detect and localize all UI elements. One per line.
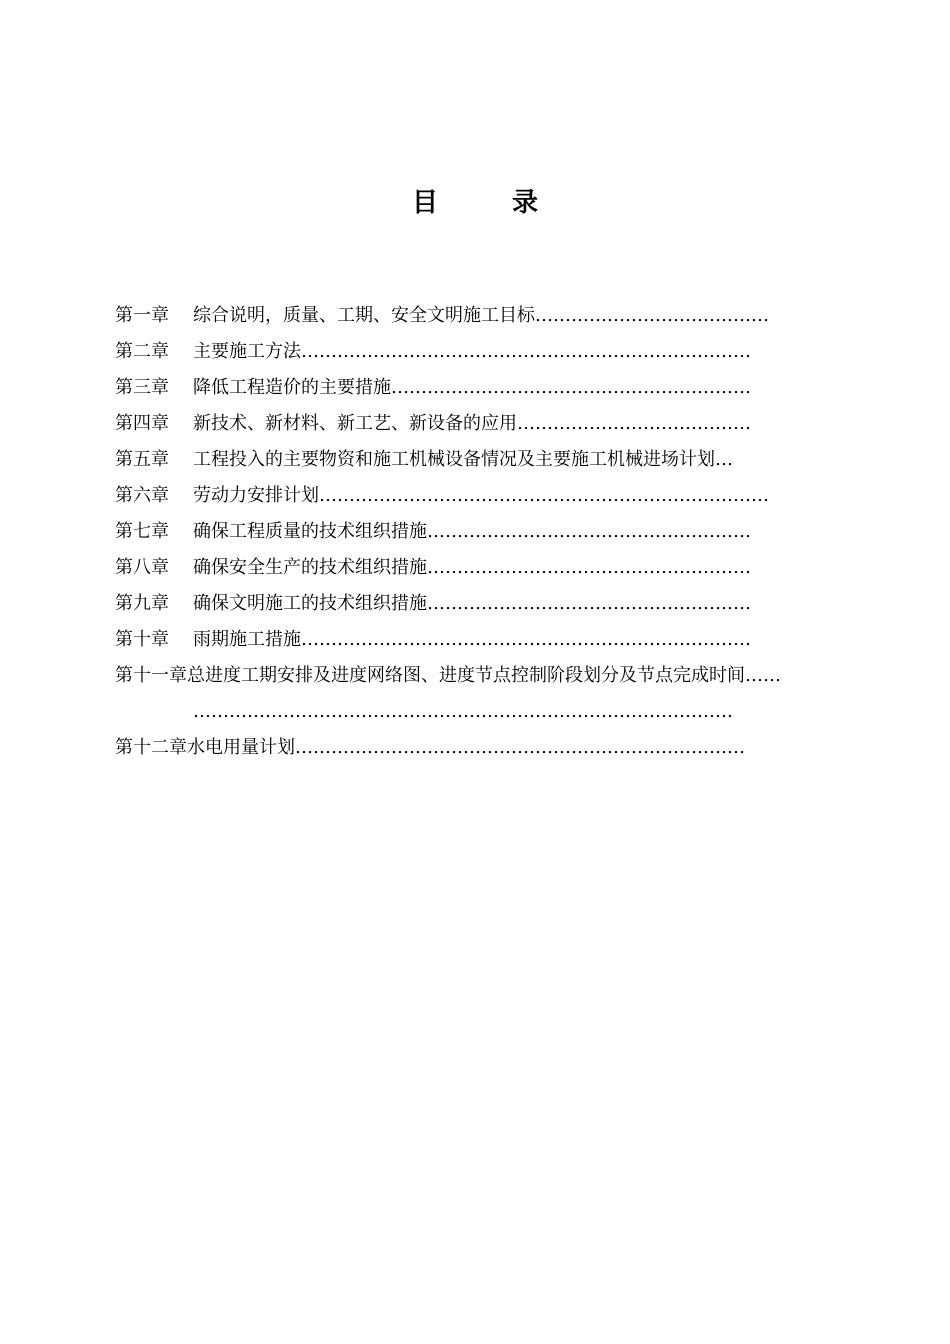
toc-leader-continuation: ……………………………………………………………………………… [193, 701, 733, 722]
toc-entry-11 [115, 658, 875, 694]
toc-chapter: 第七章 [115, 521, 169, 542]
toc-chapter: 第八章 [115, 557, 169, 578]
toc-leader: ……………………………………………… [427, 521, 751, 542]
toc-chapter: 第一章 [115, 305, 169, 326]
toc-entry-1 [115, 298, 875, 334]
toc-title: 新技术、新材料、新工艺、新设备的应用 [193, 413, 517, 434]
toc-chapter: 第十二章 [115, 737, 187, 758]
toc-chapter: 第五章 [115, 449, 169, 470]
toc-entry-4 [115, 406, 875, 442]
toc-title: 确保文明施工的技术组织措施 [193, 593, 427, 614]
toc-title: 工程投入的主要物资和施工机械设备情况及主要施工机械进场计划 [193, 449, 715, 470]
toc-leader: ……………………………………………… [427, 593, 751, 614]
toc-leader: ………………………………… [535, 305, 769, 326]
toc-chapter: 第十章 [115, 629, 169, 650]
toc-title: 确保工程质量的技术组织措施 [193, 521, 427, 542]
toc-leader: … [715, 449, 733, 470]
toc-entry-2 [115, 334, 875, 370]
toc-chapter: 第三章 [115, 377, 169, 398]
toc-leader: ………………………………………………………………… [295, 737, 745, 758]
toc-leader: ………………………………………………………………… [319, 485, 769, 506]
toc-title: 雨期施工措施 [193, 629, 301, 650]
toc-title: 综合说明，质量、工期、安全文明施工目标 [193, 305, 535, 326]
toc-title: 劳动力安排计划 [193, 485, 319, 506]
toc-entry-3 [115, 370, 875, 406]
toc-entry-5 [115, 442, 875, 478]
toc-chapter: 第十一章 [115, 665, 187, 686]
toc-leader: ………………………………………………………………… [301, 341, 751, 362]
toc-entry-7 [115, 514, 875, 550]
toc-leader: ………………………………… [517, 413, 751, 434]
toc-entry-12 [115, 730, 875, 766]
toc-entry-6 [115, 478, 875, 514]
toc-leader: …… [745, 665, 781, 686]
toc-title: 确保安全生产的技术组织措施 [193, 557, 427, 578]
toc-chapter: 第四章 [115, 413, 169, 434]
toc-title: 主要施工方法 [193, 341, 301, 362]
toc-leader: …………………………………………………… [391, 377, 751, 398]
toc-chapter: 第九章 [115, 593, 169, 614]
page-title: 目 录 [411, 188, 562, 218]
toc-entry-10 [115, 622, 875, 658]
toc-title: 降低工程造价的主要措施 [193, 377, 391, 398]
toc-leader: ………………………………………………………………… [301, 629, 751, 650]
toc-entry-9 [115, 586, 875, 622]
toc-entry-8 [115, 550, 875, 586]
toc-leader: ……………………………………………… [427, 557, 751, 578]
toc-chapter: 第六章 [115, 485, 169, 506]
toc-title: 总进度工期安排及进度网络图、进度节点控制阶段划分及节点完成时间 [187, 665, 745, 686]
table-of-contents [115, 298, 875, 766]
toc-chapter: 第二章 [115, 341, 169, 362]
toc-title: 水电用量计划 [187, 737, 295, 758]
